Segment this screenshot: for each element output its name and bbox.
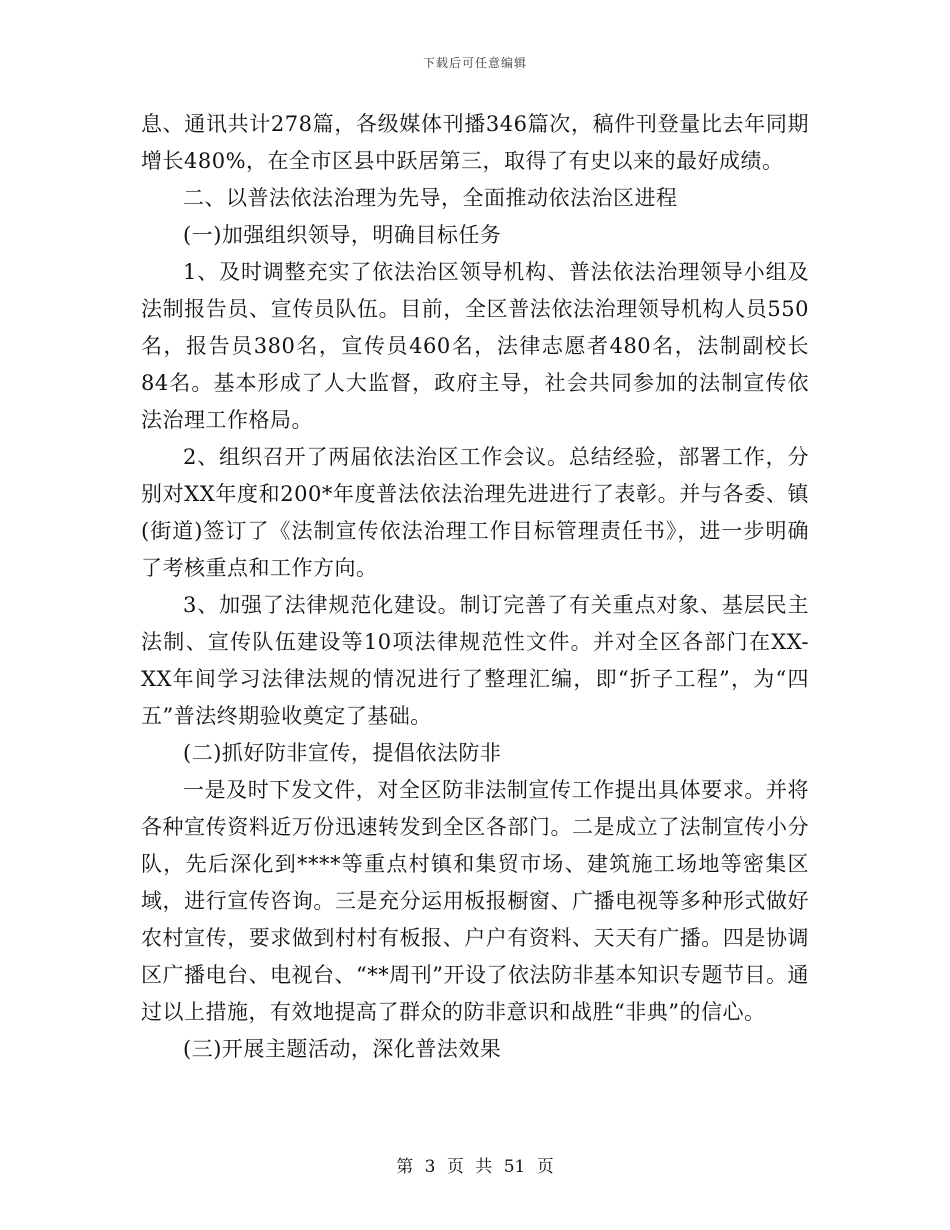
page-number: 第 3 页 共 51 页 xyxy=(396,1157,554,1177)
paragraph-continued: 息、通讯共计278篇，各级媒体刊播346篇次，稿件刊登量比去年同期增长480%，在全市区县中跃居第三，取得了有史以来的最好成绩。 xyxy=(141,112,809,173)
paragraph: 一是及时下发文件，对全区防非法制宣传工作提出具体要求。并将各种宣传资料近万份迅速转发到全区各部门。二是成立了法制宣传小分队，先后深化到****等重点村镇和集贸市场、建筑施工场地等密集区域，进行宣传咨询。三是充分运用板报橱窗、广播电视等多种形式做好农村宣传，要求做到村村有板报、户户有资料、天天有广播。四是协调区广播电台、电视台、“**周刊”开设了依法防非基本知识专题节目。通过以上措施，有效地提高了群众的防非意识和战胜“非典”的信心。 xyxy=(141,778,809,1024)
paragraph: 3、加强了法律规范化建设。制订完善了有关重点对象、基层民主法制、宣传队伍建设等10项法律规范性文件。并对全区各部门在XX-XX年间学习法律法规的情况进行了整理汇编，即“折子工程”，为“四五”普法终期验收奠定了基础。 xyxy=(141,593,809,728)
page-header: 下载后可任意编辑 xyxy=(422,56,527,70)
paragraph: 2、组织召开了两届依法治区工作会议。总结经验，部署工作，分别对XX年度和200*年度普法依法治理先进进行了表彰。并与各委、镇(街道)签订了《法制宣传依法治理工作目标管理责任书》，进一步明确了考核重点和工作方向。 xyxy=(141,445,809,580)
paragraph: 1、及时调整充实了依法治区领导机构、普法依法治理领导小组及法制报告员、宣传员队伍。目前，全区普法依法治理领导机构人员550名，报告员380名，宣传员460名，法律志愿者480名，法制副校长84名。基本形成了人大监督，政府主导，社会共同参加的法制宣传依法治理工作格局。 xyxy=(141,260,809,432)
section-heading: 二、以普法依法治理为先导，全面推动依法治区进程 xyxy=(183,186,678,210)
document-body xyxy=(141,106,809,1068)
subsection-heading: (二)抓好防非宣传，提倡依法防非 xyxy=(183,741,502,765)
subsection-heading: (三)开展主题活动，深化普法效果 xyxy=(183,1037,502,1061)
subsection-heading: (一)加强组织领导，明确目标任务 xyxy=(183,223,502,247)
